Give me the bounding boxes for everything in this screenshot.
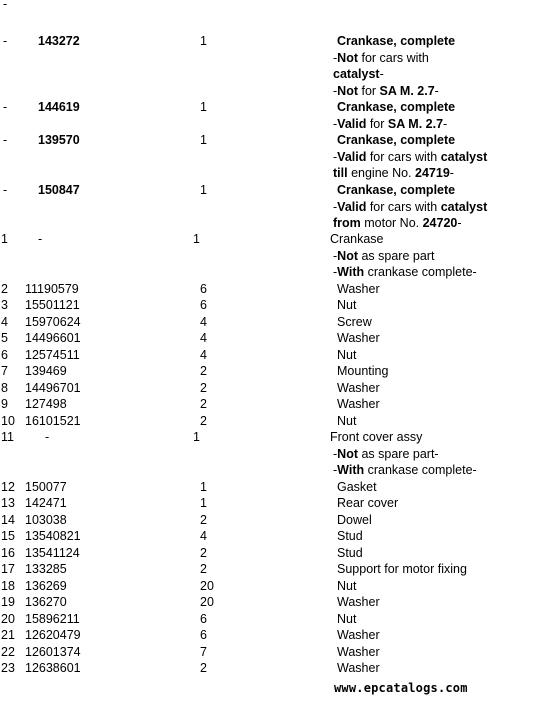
row-part-number: 12574511: [25, 347, 80, 362]
text-segment: -: [333, 149, 338, 164]
header-row-description-line: [333, 117, 447, 132]
row-part-number: 11190579: [25, 281, 79, 296]
row-qty: 2: [200, 413, 207, 428]
row-description: Mounting: [337, 364, 389, 378]
row-description: Washer: [337, 397, 380, 411]
row-qty: 1: [200, 496, 207, 510]
row-pos: 5: [1, 331, 8, 345]
header-row-part-number: 139570: [38, 133, 80, 147]
text-segment: Not: [337, 248, 358, 263]
text-segment: crankase complete-: [364, 265, 477, 279]
text-segment: catalyst: [333, 67, 380, 81]
row-qty: 6: [200, 298, 207, 312]
text-segment: catalyst: [440, 149, 488, 164]
row-pos: 15: [1, 529, 15, 543]
row-description: Dowel: [337, 512, 372, 527]
text-segment: -: [333, 116, 338, 131]
text-segment: -: [333, 50, 338, 65]
header-row-qty: 1: [200, 183, 207, 197]
row-pos: 11: [1, 430, 14, 444]
text-segment: -: [333, 463, 338, 477]
row-part-number: 14496701: [25, 380, 81, 395]
row-qty: 2: [200, 562, 207, 576]
header-row-description-line: [337, 183, 455, 198]
row-pos: 12: [1, 479, 15, 494]
row-pos: 8: [1, 380, 8, 395]
row-note-line: [333, 265, 477, 280]
text-segment: Valid: [337, 149, 367, 164]
header-row-pos: -: [3, 183, 8, 197]
text-segment: as spare part-: [358, 446, 439, 461]
row-part-number: 15970624: [25, 314, 81, 329]
row-part-number: 13541124: [25, 545, 80, 560]
row-pos: 13: [1, 496, 15, 510]
row-qty: 2: [200, 364, 207, 378]
header-row-qty: 1: [200, 34, 207, 48]
text-segment: Crankase, complete: [337, 34, 456, 48]
row-part-number: 136270: [25, 595, 67, 609]
header-row-description-line: [333, 166, 454, 181]
row-description: Washer: [337, 644, 380, 659]
row-qty: 20: [200, 595, 214, 609]
text-segment: SA M. 2.7: [379, 83, 435, 98]
row-pos: 21: [1, 628, 15, 642]
row-pos: 16: [1, 545, 15, 560]
row-qty: 20: [200, 578, 214, 593]
row-qty: 6: [200, 611, 207, 626]
text-segment: till: [333, 166, 348, 180]
row-note-line: [333, 249, 434, 264]
header-row-qty: 1: [200, 133, 207, 147]
header-row-description-line: [337, 34, 455, 49]
header-row-description-line: [333, 67, 384, 82]
row-pos: 23: [1, 661, 15, 675]
text-segment: engine No.: [347, 166, 416, 180]
row-pos: 19: [1, 595, 15, 609]
row-description: Stud: [337, 529, 363, 543]
header-row-pos: -: [3, 133, 8, 147]
row-part-number: 15896211: [25, 611, 80, 626]
row-pos: 6: [1, 347, 8, 362]
row-description: Support for motor fixing: [337, 562, 467, 576]
row-description: Washer: [337, 628, 380, 642]
header-row-description-line: [333, 84, 439, 99]
footer-watermark: www.epcatalogs.com: [334, 681, 468, 695]
row-pos: 4: [1, 314, 8, 329]
text-segment: for cars with: [358, 50, 429, 65]
row-part-number: 103038: [25, 512, 67, 527]
text-segment: crankase complete-: [364, 463, 477, 477]
row-description: Crankase: [330, 232, 384, 246]
text-segment: -: [443, 116, 448, 131]
header-row-qty: 1: [200, 100, 207, 114]
text-segment: Not: [337, 83, 358, 98]
text-segment: for cars with: [366, 199, 441, 214]
row-description: Front cover assy: [330, 430, 423, 444]
row-pos: 20: [1, 611, 15, 626]
row-qty: 2: [200, 397, 207, 411]
text-segment: With: [337, 265, 365, 279]
row-description: Stud: [337, 545, 363, 560]
row-description: Washer: [337, 661, 380, 675]
row-description: Gasket: [337, 479, 377, 494]
text-segment: 24719: [415, 166, 450, 180]
row-part-number: 142471: [25, 496, 67, 510]
text-segment: motor No.: [360, 216, 423, 230]
text-segment: Not: [337, 446, 358, 461]
row-part-number: 13540821: [25, 529, 81, 543]
text-segment: 24720: [422, 216, 458, 230]
header-row-description-line: [333, 200, 487, 215]
row-part-number: 136269: [25, 578, 67, 593]
text-segment: Crankase, complete: [337, 100, 456, 114]
row-description: Washer: [337, 380, 380, 395]
row-part-number: 12601374: [25, 644, 81, 659]
row-description: Nut: [337, 413, 357, 428]
header-row-part-number: 144619: [38, 100, 80, 114]
text-segment: -: [457, 216, 462, 230]
header-row-description-line: [333, 150, 487, 165]
row-pos: 18: [1, 578, 15, 593]
row-part-number: 12620479: [25, 628, 81, 642]
row-pos: 7: [1, 364, 8, 378]
row-qty: 2: [200, 661, 207, 675]
text-segment: from: [333, 216, 361, 230]
row-description: Nut: [337, 611, 357, 626]
row-description: Nut: [337, 298, 357, 312]
row-description: Washer: [337, 331, 380, 345]
row-description: Nut: [337, 578, 357, 593]
text-segment: Not: [337, 50, 358, 65]
row-part-number: -: [45, 430, 50, 444]
row-qty: 7: [200, 644, 207, 659]
text-segment: Crankase, complete: [337, 133, 456, 147]
row-pos: 1: [1, 232, 8, 246]
row-part-number: 150077: [25, 479, 67, 494]
row-pos: 14: [1, 512, 15, 527]
header-row-description-line: [337, 133, 455, 148]
row-pos: 17: [1, 562, 15, 576]
text-segment: catalyst: [440, 199, 488, 214]
text-segment: -: [333, 199, 338, 214]
text-segment: -: [333, 248, 338, 263]
row-qty: 1: [193, 232, 200, 246]
row-pos: 3: [1, 298, 8, 312]
text-segment: -: [333, 265, 338, 279]
text-segment: SA M. 2.7: [387, 116, 444, 131]
text-segment: -: [333, 83, 338, 98]
row-note-line: [333, 463, 477, 478]
text-segment: as spare part: [358, 248, 435, 263]
text-segment: for: [366, 116, 388, 131]
row-description: Screw: [337, 314, 372, 329]
row-qty: 6: [200, 628, 207, 642]
header-row-pos: -: [3, 100, 8, 114]
row-part-number: -: [38, 232, 43, 246]
text-segment: -: [333, 446, 338, 461]
text-segment: Valid: [337, 199, 367, 214]
row-qty: 1: [200, 479, 207, 494]
text-segment: for cars with: [366, 149, 441, 164]
row-pos: 22: [1, 644, 15, 659]
row-qty: 1: [193, 430, 200, 444]
row-part-number: 12638601: [25, 661, 81, 675]
header-row-description-line: [333, 216, 462, 231]
row-part-number: 127498: [25, 397, 67, 411]
row-description: Washer: [337, 281, 380, 296]
row-pos: 9: [1, 397, 8, 411]
row-part-number: 133285: [25, 562, 67, 576]
row-part-number: 14496601: [25, 331, 81, 345]
header-row-description-line: [337, 100, 455, 115]
row-description: Washer: [337, 595, 380, 609]
header-row-part-number: 143272: [38, 34, 80, 48]
row-part-number: 16101521: [25, 413, 81, 428]
row-pos: 2: [1, 281, 8, 296]
row-qty: 4: [200, 331, 207, 345]
header-row-part-number: 150847: [38, 183, 80, 197]
row-part-number: 139469: [25, 364, 67, 378]
row-qty: 2: [200, 512, 207, 527]
row-qty: 6: [200, 281, 207, 296]
text-segment: -: [434, 83, 439, 98]
text-segment: With: [337, 463, 365, 477]
row-description: Nut: [337, 347, 357, 362]
text-segment: for: [358, 83, 380, 98]
row-qty: 4: [200, 529, 207, 543]
row-qty: 4: [200, 347, 207, 362]
row-pos: 10: [1, 413, 15, 428]
row-qty: 2: [200, 380, 207, 395]
header-row-description-line: [333, 51, 429, 66]
text-segment: Crankase, complete: [337, 183, 456, 197]
row-part-number: 15501121: [25, 298, 80, 312]
text-segment: -: [379, 67, 384, 81]
row-qty: 2: [200, 545, 207, 560]
text-segment: -: [449, 166, 454, 180]
header-row-pos: -: [3, 34, 8, 48]
text-segment: Valid: [337, 116, 367, 131]
row-qty: 4: [200, 314, 207, 329]
row-description: Rear cover: [337, 496, 399, 510]
row-note-line: [333, 447, 439, 462]
top-mark: -: [3, 0, 8, 11]
